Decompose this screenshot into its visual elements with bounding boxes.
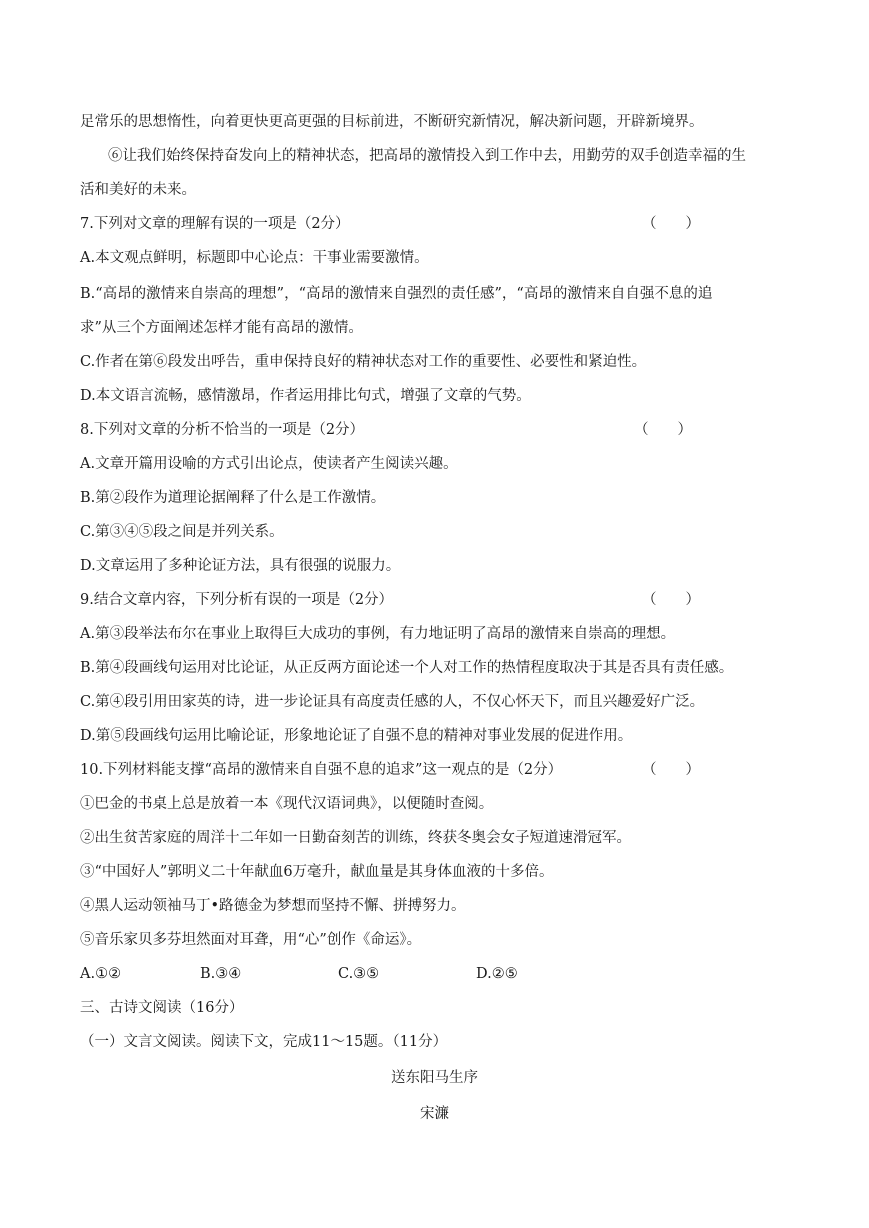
question-7-option-d: D.本文语言流畅，感情激昂，作者运用排比句式，增强了文章的气势。: [80, 388, 531, 404]
question-8-stem: 8.下列对文章的分析不恰当的一项是（2分）: [80, 422, 365, 438]
question-10-material-3: ③“中国好人”郭明义二十年献血6万毫升，献血量是其身体血液的十多倍。: [80, 864, 554, 880]
question-9-answer-blank: （ ）: [642, 592, 700, 608]
question-7-option-a: A.本文观点鲜明，标题即中心论点：干事业需要激情。: [80, 250, 429, 266]
question-8-option-d: D.文章运用了多种论证方法，具有很强的说服力。: [80, 558, 401, 574]
question-10-material-5: ⑤音乐家贝多芬坦然面对耳聋，用“心”创作《命运》。: [80, 932, 422, 948]
question-9-option-b: B.第④段画线句运用对比论证，从正反两方面论述一个人对工作的热情程度取决于其是否具有责任感。: [80, 660, 734, 676]
question-10-material-2: ②出生贫苦家庭的周洋十二年如一日勤奋刻苦的训练，终获冬奥会女子短道速滑冠军。: [80, 830, 631, 846]
question-7-option-b: B.“高昂的激情来自崇高的理想”，“高昂的激情来自强烈的责任感”，“高昂的激情来自自强不息的追: [80, 286, 713, 302]
question-7-option-c: C.作者在第⑥段发出呼告，重申保持良好的精神状态对工作的重要性、必要性和紧迫性。: [80, 354, 647, 370]
question-10-option-c: C.③⑤: [338, 966, 380, 982]
question-10-material-4: ④黑人运动领袖马丁•路德金为梦想而坚持不懈、拼搏努力。: [80, 898, 466, 914]
question-10-option-a: A.①②: [80, 966, 122, 982]
reading-author: 宋濂: [420, 1106, 449, 1122]
question-10-stem: 10.下列材料能支撑“高昂的激情来自自强不息的追求”这一观点的是（2分）: [80, 762, 563, 778]
question-9-option-a: A.第③段举法布尔在事业上取得巨大成功的事例，有力地证明了高昂的激情来自崇高的理想。: [80, 626, 676, 642]
question-10-option-d: D.②⑤: [476, 966, 518, 982]
passage-line: 活和美好的未来。: [80, 182, 196, 198]
question-7-option-b-cont: 求”从三个方面阐述怎样才能有高昂的激情。: [80, 320, 363, 336]
question-7-stem: 7.下列对文章的理解有误的一项是（2分）: [80, 216, 350, 232]
passage-paragraph-6: ⑥让我们始终保持奋发向上的精神状态，把高昂的激情投入到工作中去，用勤劳的双手创造幸福的生: [108, 148, 746, 164]
question-8-answer-blank: （ ）: [634, 422, 692, 438]
question-8-option-b: B.第②段作为道理论据阐释了什么是工作激情。: [80, 490, 386, 506]
question-10-material-1: ①巴金的书桌上总是放着一本《现代汉语词典》，以便随时查阅。: [80, 796, 494, 812]
question-9-option-c: C.第④段引用田家英的诗，进一步论证具有高度责任感的人，不仅心怀天下，而且兴趣爱好广泛。: [80, 694, 705, 710]
section-3-heading: 三、古诗文阅读（16分）: [80, 1000, 244, 1016]
question-8-option-a: A.文章开篇用设喻的方式引出论点，使读者产生阅读兴趣。: [80, 456, 458, 472]
question-9-stem: 9.结合文章内容，下列分析有误的一项是（2分）: [80, 592, 394, 608]
question-10-answer-blank: （ ）: [642, 762, 700, 778]
question-8-option-c: C.第③④⑤段之间是并列关系。: [80, 524, 284, 540]
question-10-option-b: B.③④: [200, 966, 242, 982]
question-9-option-d: D.第⑤段画线句运用比喻论证，形象地论证了自强不息的精神对事业发展的促进作用。: [80, 728, 633, 744]
question-7-answer-blank: （ ）: [642, 216, 700, 232]
reading-title: 送东阳马生序: [391, 1070, 478, 1086]
passage-line: 足常乐的思想惰性，向着更快更高更强的目标前进，不断研究新情况，解决新问题，开辟新境界。: [80, 114, 704, 130]
section-3-subheading: （一）文言文阅读。阅读下文，完成11～15题。（11分）: [80, 1034, 448, 1050]
